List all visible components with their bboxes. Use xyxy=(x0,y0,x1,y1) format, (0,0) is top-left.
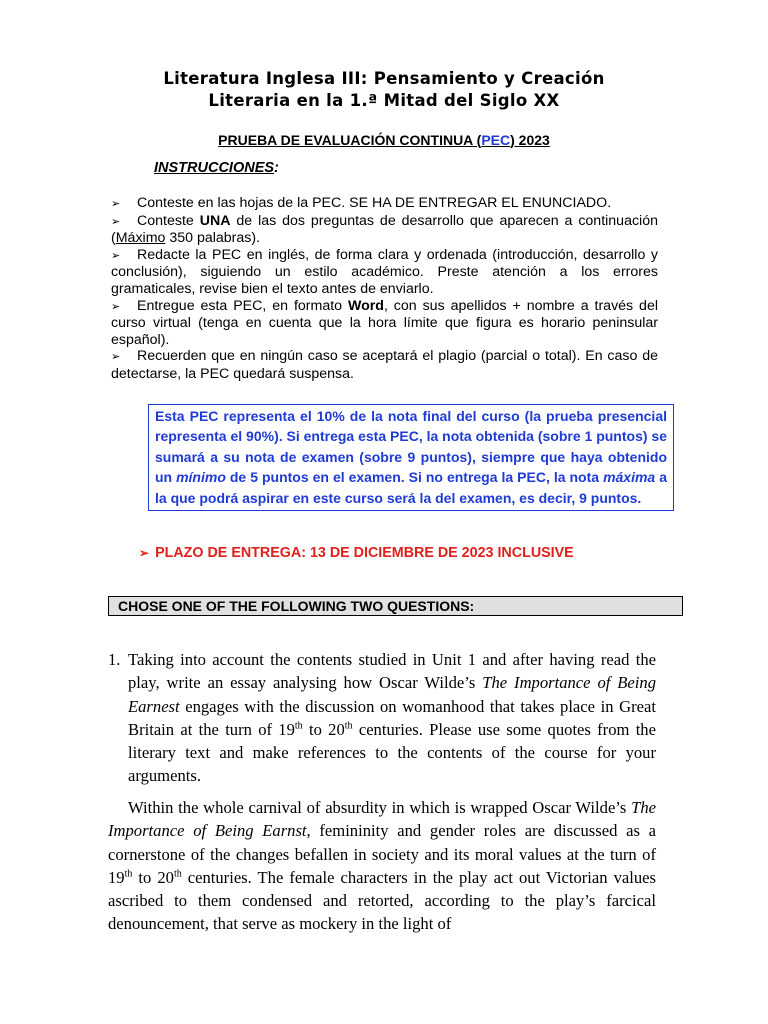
answer-text-part: Within the whole carnival of absurdity in which is wrapped Oscar Wilde’s xyxy=(128,798,632,817)
instruction-text: Redacte la PEC en inglés, de forma clara y ordenada (introducción, desarrollo y conclusión), siguiendo un estilo académico. Preste atención a los errores gramaticales, revise bien el texto antes de enviarlo. xyxy=(111,246,658,297)
instruction-text: Recuerden que en ningún caso se aceptará el plagio (parcial o total). En caso de detectarse, la PEC quedará suspensa. xyxy=(111,348,658,382)
exam-subtitle xyxy=(0,132,768,148)
question-number: 1. xyxy=(108,650,121,669)
instructions-label: INSTRUCCIONES xyxy=(154,160,275,176)
question-text xyxy=(128,648,656,788)
answer-text-part: centuries. The female characters in the play act out Victorian values ascribed to them condensed and retorted, according to the play’s farcical denouncement, that serve as mockery in the light of xyxy=(108,867,656,934)
notice-italic: máxima xyxy=(603,469,656,486)
play-title: The Importance of Being Earnst xyxy=(108,798,656,841)
notice-italic: mínimo xyxy=(176,469,226,486)
subtitle-pre: PRUEBA DE EVALUACIÓN CONTINUA ( xyxy=(218,132,482,148)
instruction-text: de las dos preguntas de desarrollo que aparecen a continuación ( xyxy=(111,212,658,247)
question-text-part: engages with the discussion on womanhood that takes place in Great Britain at the turn of 19 xyxy=(128,696,656,739)
arrow-bullet-icon: ➢ xyxy=(139,546,150,560)
title-line-1: Literatura Inglesa III: Pensamiento y Creación xyxy=(163,69,605,88)
instructions-colon: : xyxy=(274,160,279,176)
notice-text: de 5 puntos en el examen. Si no entrega la PEC, la nota xyxy=(225,469,604,486)
instruction-text: 350 palabras). xyxy=(165,230,261,247)
instruction-item xyxy=(111,348,658,382)
instruction-text: Conteste en las hojas de la PEC. SE HA DE ENTREGAR EL ENUNCIADO. xyxy=(137,195,612,211)
instructions-list xyxy=(111,195,658,383)
arrow-bullet-icon: ➢ xyxy=(111,198,121,210)
question-1 xyxy=(108,648,656,788)
ordinal-suffix: th xyxy=(344,720,353,732)
notice-text: Esta PEC representa el 10% de la nota final del curso (la prueba presencial representa el 90%). Si entrega esta PEC, la nota obtenida (sobre 1 puntos) se sumará a su nota de examen (sobre 9 puntos), siempre que haya obtenido un xyxy=(155,408,667,486)
arrow-bullet-icon: ➢ xyxy=(111,249,121,262)
instruction-text: Conteste xyxy=(137,212,200,229)
page-title xyxy=(0,68,768,112)
instruction-emphasis: Word xyxy=(347,297,384,314)
answer-body xyxy=(108,796,656,936)
instruction-item xyxy=(111,247,658,298)
answer-text-part: to 20 xyxy=(132,867,174,887)
question-text-part: Taking into account the contents studied in Unit 1 and after having read the play, write an essay analysing how Oscar Wilde’s xyxy=(128,650,656,693)
ordinal-suffix: th xyxy=(294,720,303,732)
instructions-heading xyxy=(154,160,279,176)
arrow-bullet-icon: ➢ xyxy=(111,300,121,313)
grading-notice-box xyxy=(148,404,674,511)
ordinal-suffix: th xyxy=(124,868,133,880)
question-text-part: to 20 xyxy=(302,719,345,739)
arrow-bullet-icon: ➢ xyxy=(111,215,121,228)
title-line-2: Literaria en la 1.ª Mitad del Siglo XX xyxy=(208,91,560,110)
instruction-text: Entregue esta PEC, en formato xyxy=(137,297,348,314)
play-title: The Importance of Being Earnest xyxy=(128,673,656,716)
question-text-part: centuries. Please use some quotes from the literary text and make references to the contents of the course for your arguments. xyxy=(128,719,656,786)
instruction-underlined: Máximo xyxy=(115,230,166,247)
instruction-item xyxy=(111,195,658,213)
subtitle-post: ) 2023 xyxy=(510,132,550,148)
arrow-bullet-icon: ➢ xyxy=(111,351,121,364)
answer-paragraph xyxy=(108,796,656,936)
answer-text-part: , femininity and gender roles are discussed as a cornerstone of the changes befallen in society and its moral values at the turn of 19 xyxy=(108,821,656,887)
instruction-item xyxy=(111,298,658,349)
instruction-text: , con sus apellidos + nombre a través del curso virtual (tenga en cuenta que la hora límite que figura es horario peninsular español). xyxy=(111,297,658,348)
ordinal-suffix: th xyxy=(173,868,182,880)
instruction-item xyxy=(111,213,658,247)
notice-text: a la que podrá aspirar en este curso será la del examen, es decir, 9 puntos. xyxy=(155,469,667,506)
subtitle-pec: PEC xyxy=(481,132,511,148)
deadline xyxy=(139,545,574,561)
question-header-box: CHOSE ONE OF THE FOLLOWING TWO QUESTIONS: xyxy=(108,596,683,616)
instruction-emphasis: UNA xyxy=(199,212,231,229)
deadline-text: PLAZO DE ENTREGA: 13 DE DICIEMBRE DE 2023 INCLUSIVE xyxy=(155,545,574,561)
